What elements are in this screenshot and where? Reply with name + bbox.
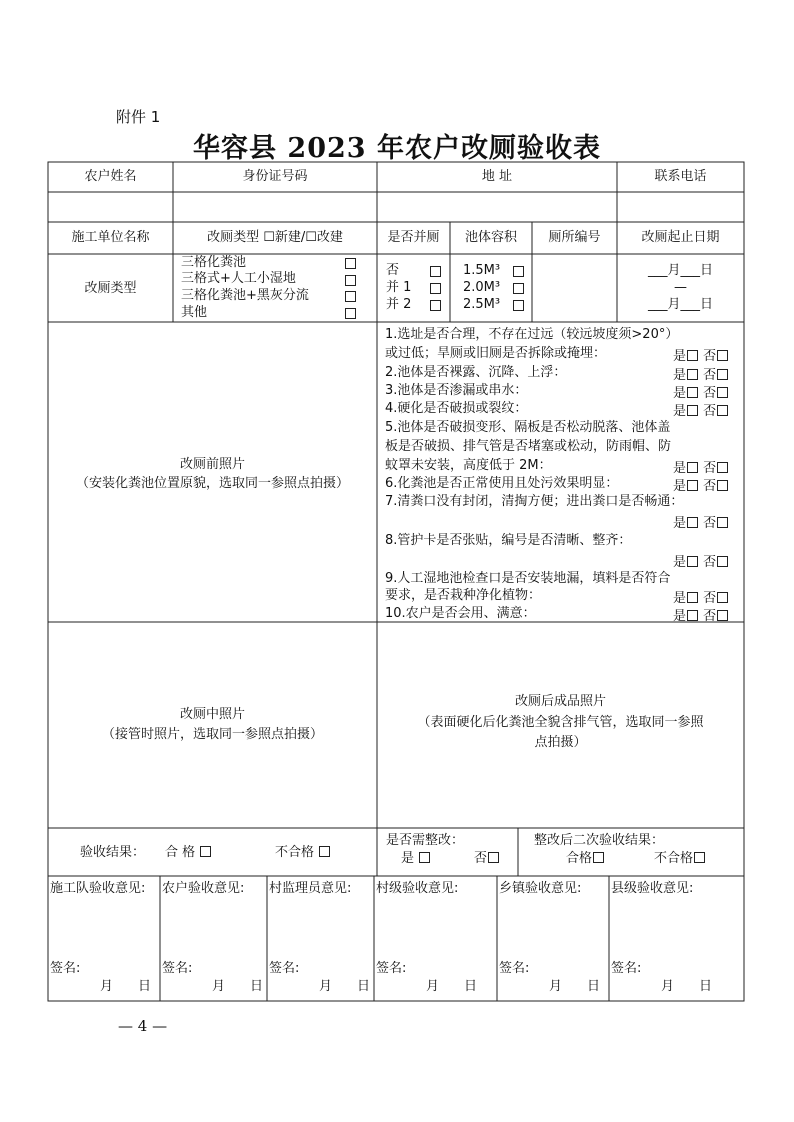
header-name: 农户姓名 bbox=[84, 169, 137, 184]
sign-farmer: 签名: bbox=[162, 961, 193, 976]
type-checkbox-1[interactable] bbox=[345, 258, 356, 269]
type-option-2: 三格式+人工小湿地 bbox=[181, 271, 296, 286]
volume-label: 池体容积 bbox=[464, 230, 517, 245]
no-label: 否 bbox=[703, 479, 717, 494]
type-option-1: 三格化粪池 bbox=[181, 255, 247, 270]
check-6: 6.化粪池是否正常使用且处污效果明显： bbox=[385, 476, 619, 491]
volume-opt-1: 1.5M³ bbox=[463, 263, 501, 278]
yes-no-5[interactable] bbox=[673, 457, 729, 476]
yes-no-10[interactable] bbox=[673, 605, 729, 624]
merge-checkbox-1[interactable] bbox=[430, 266, 441, 277]
merge-opt-2: 并 1 bbox=[386, 280, 412, 295]
sign-county: 签名: bbox=[611, 961, 642, 976]
no-label: 否 bbox=[703, 516, 717, 531]
type-checkbox-4[interactable] bbox=[345, 308, 356, 319]
type-row-label: 改厕类型 bbox=[84, 281, 137, 296]
date-month: 月 bbox=[661, 979, 675, 994]
check-10: 10.农户是否会用、满意： bbox=[385, 606, 536, 621]
during-photo-title: 改厕中照片 bbox=[179, 707, 245, 722]
after-photo-note-1: （表面硬化后化粪池全貌含排气管，选取同一参照 bbox=[417, 715, 704, 730]
check-9b: 要求，是否栽种净化植物： bbox=[385, 588, 542, 603]
date-month: 月 bbox=[319, 979, 333, 994]
volume-opt-2: 2.0M³ bbox=[463, 280, 501, 295]
check-5c: 蚊罩未安装，高度低于 2M： bbox=[385, 458, 552, 473]
fail-label: 不合格 bbox=[275, 845, 315, 860]
yes-label: 是 bbox=[673, 479, 687, 494]
yes-no-9[interactable] bbox=[673, 587, 729, 606]
check-7: 7.清粪口没有封闭，清掏方便；进出粪口是否畅通： bbox=[385, 494, 684, 509]
opinion-supervisor: 村监理员意见: bbox=[269, 881, 352, 896]
toilet-no-label: 厕所编号 bbox=[548, 230, 601, 245]
no-label: 否 bbox=[703, 349, 717, 364]
rectify-label: 是否需整改： bbox=[386, 833, 465, 848]
after-photo-title: 改厕后成品照片 bbox=[514, 694, 606, 709]
yes-label: 是 bbox=[673, 555, 687, 570]
unit-label: 施工单位名称 bbox=[71, 230, 150, 245]
rect-yes-label: 是 bbox=[401, 851, 415, 866]
volume-checkbox-2[interactable] bbox=[513, 283, 524, 294]
rectify-yes[interactable] bbox=[401, 850, 431, 867]
no-label: 否 bbox=[703, 368, 717, 383]
sign-supervisor: 签名: bbox=[269, 961, 300, 976]
second-fail[interactable] bbox=[654, 850, 706, 867]
yes-label: 是 bbox=[673, 404, 687, 419]
second-pass[interactable] bbox=[566, 850, 605, 867]
yes-no-6[interactable] bbox=[673, 475, 729, 494]
check-3: 3.池体是否渗漏或串水： bbox=[385, 383, 528, 398]
date-dash: — bbox=[674, 280, 687, 295]
rectify-no[interactable] bbox=[474, 850, 500, 867]
type-option-4: 其他 bbox=[181, 305, 208, 320]
opinion-team: 施工队验收意见: bbox=[50, 881, 146, 896]
sign-village: 签名: bbox=[376, 961, 407, 976]
sign-township: 签名: bbox=[499, 961, 530, 976]
opinion-county: 县级验收意见: bbox=[611, 881, 694, 896]
date-day: 日 bbox=[699, 979, 713, 994]
date-month: 月 bbox=[426, 979, 440, 994]
result-pass[interactable] bbox=[165, 844, 212, 861]
no-label: 否 bbox=[703, 404, 717, 419]
pass-label: 合 格 bbox=[165, 845, 196, 860]
date-month: 月 bbox=[100, 979, 114, 994]
result-fail[interactable] bbox=[275, 844, 331, 861]
dates-label: 改厕起止日期 bbox=[641, 230, 720, 245]
type-checkbox-2[interactable] bbox=[345, 275, 356, 286]
header-id: 身份证号码 bbox=[242, 169, 308, 184]
opinion-farmer: 农户验收意见: bbox=[162, 881, 245, 896]
no-label: 否 bbox=[703, 591, 717, 606]
sign-team: 签名: bbox=[50, 961, 81, 976]
start-date[interactable]: ___月___日 bbox=[647, 263, 713, 278]
second-pass-label: 合格 bbox=[566, 851, 593, 866]
check-5b: 板是否破损、排气管是否堵塞或松动，防雨帽、防 bbox=[385, 439, 672, 454]
second-result-label: 整改后二次验收结果： bbox=[534, 833, 665, 848]
type-label: 改厕类型 ☐新建/☐改建 bbox=[207, 230, 343, 245]
merge-checkbox-3[interactable] bbox=[430, 300, 441, 311]
yes-label: 是 bbox=[673, 591, 687, 606]
second-fail-label: 不合格 bbox=[654, 851, 694, 866]
page-title: 华容县 2023 年农户改厕验收表 bbox=[193, 133, 601, 164]
date-month: 月 bbox=[549, 979, 563, 994]
check-2: 2.池体是否裸露、沉降、上浮： bbox=[385, 365, 567, 380]
yes-no-4[interactable] bbox=[673, 400, 729, 419]
volume-opt-3: 2.5M³ bbox=[463, 297, 501, 312]
volume-checkbox-1[interactable] bbox=[513, 266, 524, 277]
check-1b: 或过低；旱厕或旧厕是否拆除或掩埋： bbox=[385, 346, 607, 361]
date-day: 日 bbox=[587, 979, 601, 994]
check-4: 4.硬化是否破损或裂纹： bbox=[385, 401, 528, 416]
end-date[interactable]: ___月___日 bbox=[647, 297, 713, 312]
before-photo-note: （安装化粪池位置原貌，选取同一参照点拍摄） bbox=[75, 476, 349, 491]
yes-no-3[interactable] bbox=[673, 382, 729, 401]
date-day: 日 bbox=[357, 979, 371, 994]
yes-label: 是 bbox=[673, 609, 687, 624]
attachment-label: 附件 1 bbox=[116, 108, 161, 126]
check-1a: 1.选址是否合理，不存在过远（较远坡度须>20°） bbox=[385, 327, 679, 342]
merge-checkbox-2[interactable] bbox=[430, 283, 441, 294]
type-checkbox-3[interactable] bbox=[345, 291, 356, 302]
volume-checkbox-3[interactable] bbox=[513, 300, 524, 311]
no-label: 否 bbox=[703, 609, 717, 624]
yes-label: 是 bbox=[673, 461, 687, 476]
merge-opt-3: 并 2 bbox=[386, 297, 412, 312]
yes-label: 是 bbox=[673, 349, 687, 364]
no-label: 否 bbox=[703, 555, 717, 570]
yes-no-7[interactable] bbox=[673, 512, 729, 531]
type-option-3: 三格化粪池+黑灰分流 bbox=[181, 288, 309, 303]
date-month: 月 bbox=[212, 979, 226, 994]
yes-label: 是 bbox=[673, 368, 687, 383]
opinion-village: 村级验收意见: bbox=[376, 881, 459, 896]
rect-no-label: 否 bbox=[474, 851, 488, 866]
check-9a: 9.人工湿地池检查口是否安装地漏，填料是否符合 bbox=[385, 571, 671, 586]
no-label: 否 bbox=[703, 461, 717, 476]
yes-no-8[interactable] bbox=[673, 551, 729, 570]
header-address: 地 址 bbox=[481, 169, 513, 184]
page-number: — 4 — bbox=[118, 1017, 168, 1035]
header-phone: 联系电话 bbox=[654, 169, 707, 184]
check-5a: 5.池体是否破损变形、隔板是否松动脱落、池体盖 bbox=[385, 420, 671, 435]
yes-no-1[interactable] bbox=[673, 345, 729, 364]
merge-label: 是否并厕 bbox=[387, 230, 440, 245]
yes-label: 是 bbox=[673, 516, 687, 531]
yes-no-2[interactable] bbox=[673, 364, 729, 383]
opinion-township: 乡镇验收意见: bbox=[499, 881, 582, 896]
merge-opt-1: 否 bbox=[386, 263, 400, 278]
during-photo-note: （接管时照片，选取同一参照点拍摄） bbox=[101, 727, 323, 742]
date-day: 日 bbox=[464, 979, 478, 994]
date-day: 日 bbox=[138, 979, 152, 994]
before-photo-title: 改厕前照片 bbox=[179, 457, 245, 472]
date-day: 日 bbox=[250, 979, 264, 994]
yes-label: 是 bbox=[673, 386, 687, 401]
result-label: 验收结果： bbox=[80, 845, 146, 860]
after-photo-note-2: 点拍摄） bbox=[534, 735, 587, 750]
no-label: 否 bbox=[703, 386, 717, 401]
check-8: 8.管护卡是否张贴，编号是否清晰、整齐： bbox=[385, 533, 632, 548]
